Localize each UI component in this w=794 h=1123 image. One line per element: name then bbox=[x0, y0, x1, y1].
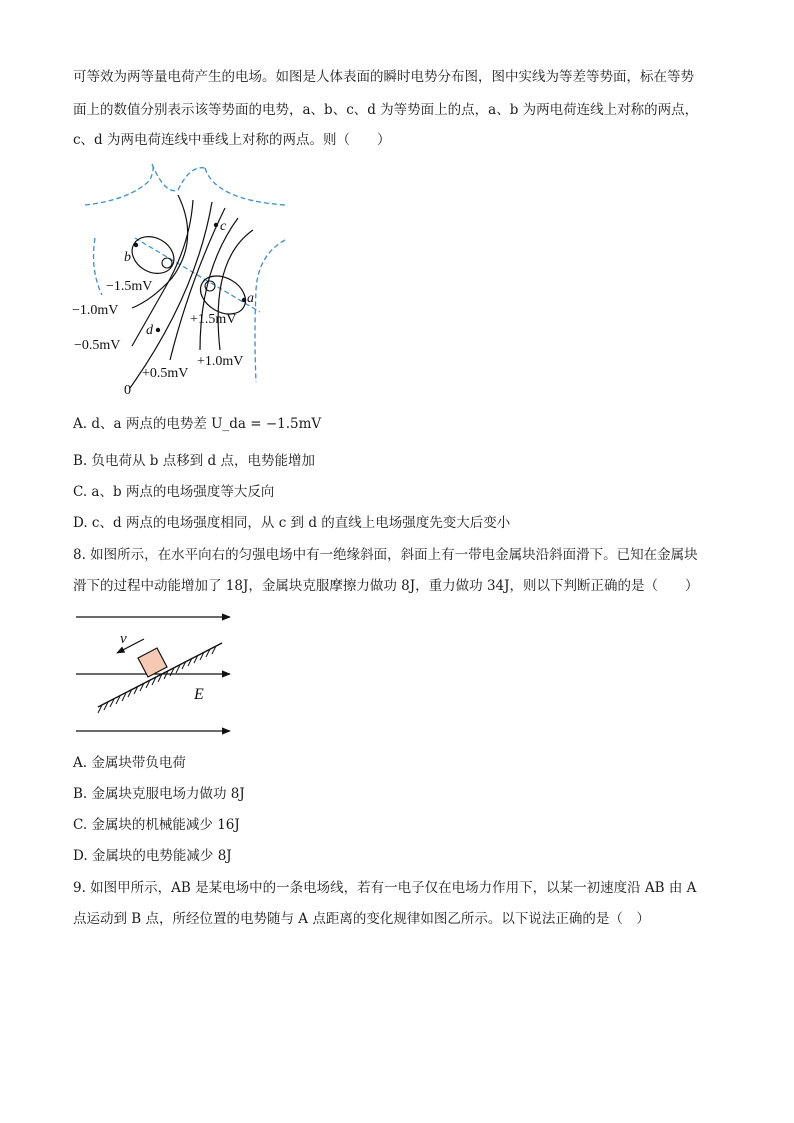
point-d bbox=[156, 328, 160, 332]
equipotential-neg15 bbox=[125, 229, 180, 280]
q9-stem-line-1: 9. 如图甲所示，AB 是某电场中的一条电场线，若有一电子仅在电场力作用下，以某一初速度沿 AB 由 A bbox=[73, 880, 697, 896]
negative-charge bbox=[162, 258, 172, 268]
point-b bbox=[134, 243, 138, 247]
label-neg10: −1.0mV bbox=[72, 303, 119, 318]
metal-block bbox=[138, 648, 167, 677]
q7-equipotential-figure bbox=[60, 160, 300, 400]
q8-option-a: A. 金属块带负电荷 bbox=[73, 755, 186, 771]
q8-stem-line-2: 滑下的过程中动能增加了 18J，金属块克服摩擦力做功 8J，重力做功 34J，则以下判断正确的是（ ） bbox=[73, 578, 699, 594]
label-E: E bbox=[194, 686, 204, 703]
q7-stem-line-2: 面上的数值分别表示该等势面的电势，a、b、c、d 为等势面上的点，a、b 为两电荷连线上对称的两点， bbox=[73, 102, 699, 118]
q7-option-c: C. a、b 两点的电场强度等大反向 bbox=[73, 484, 275, 500]
q7-option-a: A. d、a 两点的电势差 U_da = −1.5mV bbox=[73, 416, 322, 432]
point-c bbox=[214, 223, 218, 227]
q9-stem-line-2: 点运动到 B 点，所经位置的电势随与 A 点距离的变化规律如图乙所示。以下说法正确的是（ ） bbox=[73, 911, 650, 927]
label-pos15: +1.5mV bbox=[190, 312, 237, 327]
equipotential-pos10 bbox=[218, 230, 253, 350]
q7-option-b: B. 负电荷从 b 点移到 d 点，电势能增加 bbox=[73, 453, 315, 469]
label-b: b bbox=[124, 250, 131, 265]
label-c: c bbox=[220, 219, 227, 234]
label-d: d bbox=[146, 323, 153, 338]
q7-stem-line-3: c、d 为两电荷连线中垂线上对称的两点。则（ ） bbox=[73, 132, 391, 148]
label-v: v bbox=[120, 631, 127, 647]
q8-option-b: B. 金属块克服电场力做功 8J bbox=[73, 786, 245, 802]
q8-incline-figure bbox=[72, 605, 242, 740]
q7-option-d: D. c、d 两点的电场强度相同，从 c 到 d 的直线上电场强度先变大后变小 bbox=[73, 515, 511, 531]
label-zero: 0 bbox=[124, 383, 131, 398]
equipotential-pos05 bbox=[170, 208, 225, 360]
label-pos10: +1.0mV bbox=[197, 354, 244, 369]
label-neg15: −1.5mV bbox=[106, 279, 153, 294]
q8-stem-line-1: 8. 如图所示，在水平向右的匀强电场中有一绝缘斜面，斜面上有一带电金属块沿斜面滑下。已知在金属块 bbox=[73, 547, 698, 563]
label-neg05: −0.5mV bbox=[74, 338, 121, 353]
charge-line bbox=[135, 238, 260, 312]
q7-stem-line-1: 可等效为两等量电荷产生的电场。如图是人体表面的瞬时电势分布图，图中实线为等差等势面，标在等势 bbox=[73, 69, 694, 85]
q8-option-c: C. 金属块的机械能减少 16J bbox=[73, 817, 240, 833]
q8-option-d: D. 金属块的电势能减少 8J bbox=[73, 848, 232, 864]
label-pos05: +0.5mV bbox=[142, 366, 189, 381]
point-a bbox=[242, 298, 246, 302]
label-a: a bbox=[247, 291, 254, 306]
